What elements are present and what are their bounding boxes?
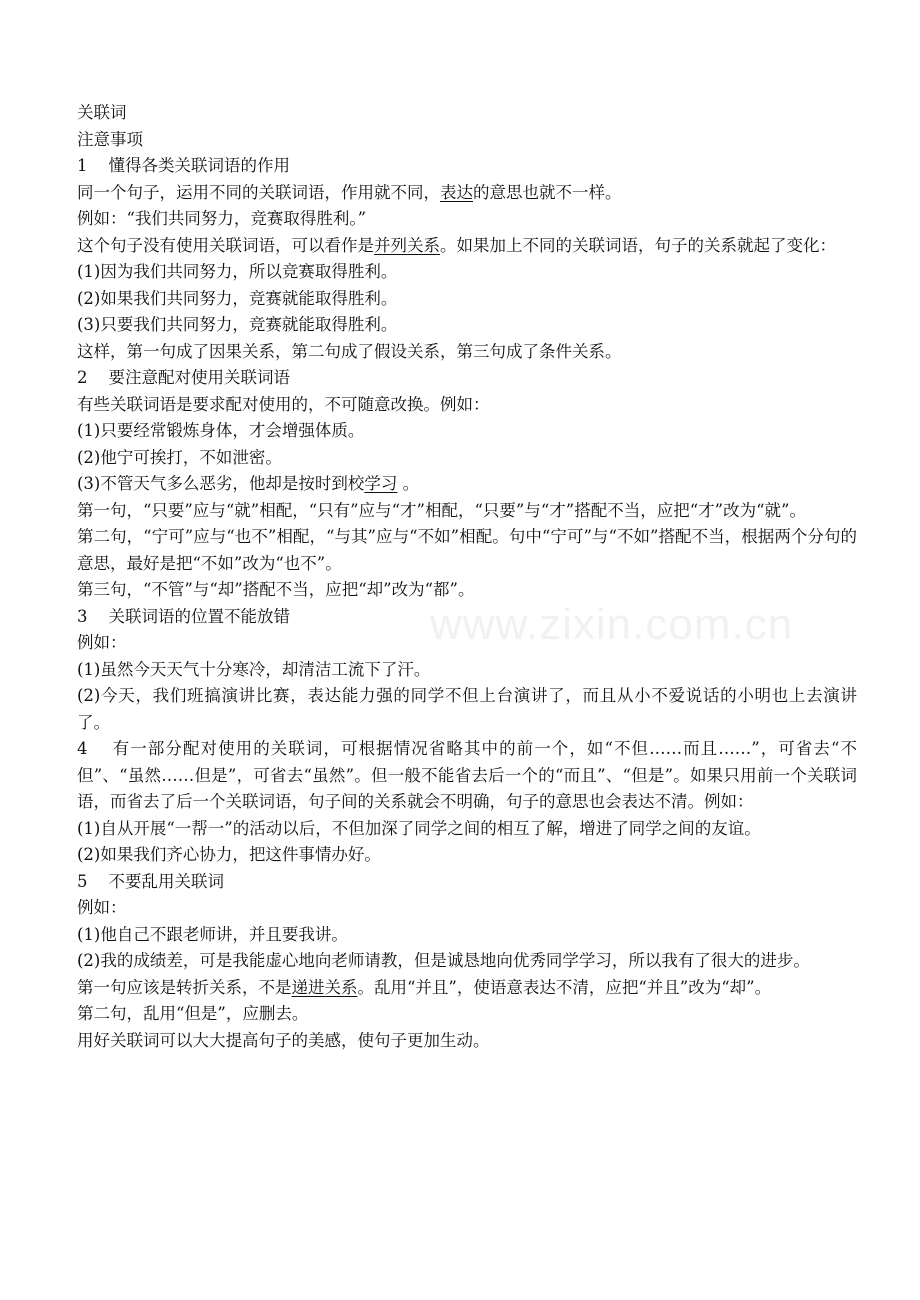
text-segment: (1)自从开展“一帮一”的活动以后，不但加深了同学之间的相互了解，增进了同学之间的友谊。 — [77, 818, 761, 838]
text-segment: 。乱用“并且”，使语意表达不清，应把“并且”改为“却”。 — [357, 977, 772, 997]
text-segment: (1)虽然今天天气十分寒冷，却清洁工流下了汗。 — [77, 659, 431, 679]
text-segment: (2)我的成绩差，可是我能虚心地向老师请教，但是诚恳地向优秀同学学习，所以我有了很大的进步。 — [77, 951, 810, 970]
text-segment: (3)只要我们共同努力，竞赛就能取得胜利。 — [77, 315, 398, 334]
text-line — [77, 975, 857, 1002]
text-segment: 。 — [397, 474, 420, 493]
text-line — [77, 1028, 857, 1055]
text-segment: 同一个句子，运用不同的关联词语，作用就不同， — [77, 182, 440, 202]
text-line — [77, 816, 857, 843]
text-segment: (1)因为我们共同努力，所以竞赛取得胜利。 — [77, 262, 398, 281]
text-line — [77, 471, 857, 498]
document-body — [77, 100, 857, 1054]
text-segment: 第二句，“宁可”应与“也不”相配，“与其”应与“不如”相配。句中“宁可”与“不如”搭配不当，根据两个分句的意思，最好是把“不如”改为“也不”。 — [77, 527, 857, 573]
text-line — [77, 445, 857, 472]
text-segment: (2)如果我们共同努力，竞赛就能取得胜利。 — [77, 288, 398, 308]
text-line — [77, 577, 857, 604]
text-line — [77, 100, 857, 127]
text-line — [77, 233, 857, 260]
text-segment: 第一句，“只要”应与“就”相配，“只有”应与“才”相配，“只要”与“才”搭配不当，应把“才”改为“就”。 — [77, 500, 806, 520]
text-segment: 注意事项 — [77, 129, 143, 149]
text-segment: 例如：“我们共同努力，竞赛取得胜利。” — [77, 209, 367, 228]
text-line — [77, 869, 857, 896]
text-line — [77, 365, 857, 392]
text-line — [77, 127, 857, 154]
underlined-term: 学习 — [364, 474, 398, 493]
text-segment: (2)今天，我们班搞演讲比赛，表达能力强的同学不但上台演讲了，而且从小不爱说话的小明也上去演讲了。 — [77, 686, 857, 732]
text-segment: (2)如果我们齐心协力，把这件事情办好。 — [77, 845, 381, 864]
underlined-term: 并列关系 — [374, 235, 440, 255]
text-segment: 的意思也就不一样。 — [473, 182, 622, 202]
watermark: www.zixin.com.cn — [430, 600, 794, 649]
text-line — [77, 683, 857, 736]
text-line — [77, 948, 857, 975]
text-line — [77, 1001, 857, 1028]
text-segment: 这样，第一句成了因果关系，第二句成了假设关系，第三句成了条件关系。 — [77, 341, 622, 361]
text-line — [77, 736, 857, 816]
text-segment: 例如： — [77, 898, 127, 917]
text-line — [77, 206, 857, 233]
text-line — [77, 180, 857, 207]
text-segment: (2)他宁可挨打，不如泄密。 — [77, 447, 282, 467]
text-segment: 第一句应该是转折关系，不是 — [77, 977, 292, 997]
text-segment: (3)不管天气多么恶劣，他却是按时到校 — [77, 474, 365, 493]
text-segment: 关联词 — [77, 103, 127, 122]
text-segment: 1 懂得各类关联词语的作用 — [77, 156, 290, 175]
text-segment: 例如： — [77, 633, 127, 652]
text-line — [77, 259, 857, 286]
text-line — [77, 392, 857, 419]
text-line — [77, 895, 857, 922]
underlined-term: 递进关系 — [291, 977, 358, 997]
text-segment: 。如果加上不同的关联词语，句子的关系就起了变化： — [440, 235, 836, 255]
text-line — [77, 922, 857, 949]
text-line — [77, 339, 857, 366]
text-segment: (1)只要经常锻炼身体，才会增强体质。 — [77, 421, 365, 440]
text-segment: 第三句，“不管”与“却”搭配不当，应把“却”改为“都”。 — [77, 580, 475, 599]
text-segment: 这个句子没有使用关联词语，可以看作是 — [77, 235, 374, 255]
text-line — [77, 153, 857, 180]
text-line — [77, 524, 857, 577]
text-segment: 有些关联词语是要求配对使用的，不可随意改换。例如： — [77, 394, 490, 414]
text-segment: 4 有一部分配对使用的关联词，可根据情况省略其中的前一个，如“不但……而且……”，可省去“不但”、“虽然……但是”，可省去“虽然”。但一般不能省去后一个的“而且”、“但是”。如果只用前一个关联词语，而省去了后一个关联词语，句子间的关系就会不明确，句子的意思也会表达不清。例如： — [77, 739, 857, 811]
underlined-term: 表达 — [440, 182, 473, 202]
text-segment: 用好关联词可以大大提高句子的美感，使句子更加生动。 — [77, 1030, 490, 1050]
text-line — [77, 312, 857, 339]
text-line — [77, 604, 857, 631]
text-segment: (1)他自己不跟老师讲，并且要我讲。 — [77, 924, 348, 944]
text-line — [77, 418, 857, 445]
text-segment: 3 关联词语的位置不能放错 — [77, 606, 290, 626]
text-line — [77, 842, 857, 869]
text-line — [77, 498, 857, 525]
text-segment: 2 要注意配对使用关联词语 — [77, 368, 290, 387]
text-line — [77, 657, 857, 684]
text-line — [77, 630, 857, 657]
text-line — [77, 286, 857, 313]
text-segment: 第二句，乱用“但是”，应删去。 — [77, 1004, 309, 1023]
text-segment: 5 不要乱用关联词 — [77, 871, 224, 891]
